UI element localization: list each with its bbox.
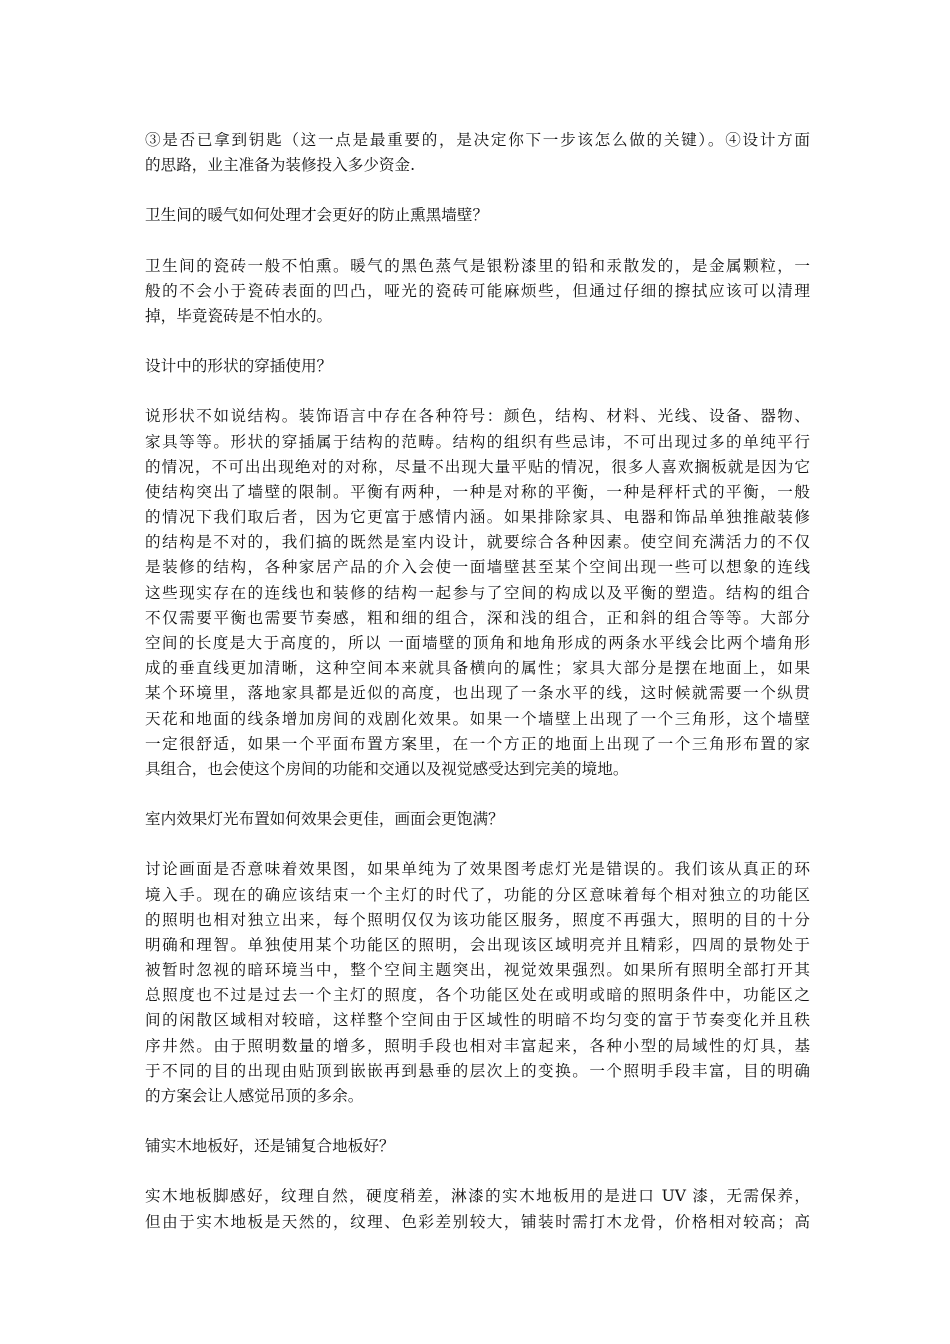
paragraph-structure [145,404,810,782]
text-line: 空间的长度是大于高度的，所以 一面墙壁的顶角和地角形成的两条水平线会比两个墙角形 [145,634,810,652]
text-line: 这些现实存在的连线也和装修的结构一起参与了空间的构成以及平衡的塑造。结构的组合 [145,583,810,602]
text-line: 的方案会让人感觉吊顶的多余。 [145,1087,364,1105]
text-line: 的情况下我们取后者，因为它更富于感情内涵。如果排除家具、电器和饰品单独推敲装修 [145,508,810,527]
text-line: 于不同的目的出现由贴顶到嵌嵌再到悬垂的层次上的变换。一个照明手段丰富，目的明确 [145,1061,810,1080]
text-line: 具组合，也会使这个房间的功能和交通以及视觉感受达到完美的境地。 [145,759,629,778]
text-line: 但由于实木地板是天然的，纹理、色彩差别较大，铺装时需打木龙骨，价格相对较高；高 [145,1212,810,1231]
text-line: 间的闲散区域相对较暗，这样整个空间由于区域性的明暗不均匀变的富于节奏变化并且秩 [145,1011,810,1030]
text-line: 使结构突出了墙壁的限制。平衡有两种，一种是对称的平衡，一种是秤杆式的平衡，一般 [145,482,810,501]
text-line: 被暂时忽视的暗环境当中，整个空间主题突出，视觉效果强烈。如果所有照明全部打开其 [145,961,810,980]
text-line: 掉，毕竟瓷砖是不怕水的。 [145,306,333,325]
text-line: 境入手。现在的确应该结束一个主灯的时代了，功能的分区意味着每个相对独立的功能区 [145,885,810,904]
text-line: 天花和地面的线条增加房间的戏剧化效果。如果一个墙壁上出现了一个三角形，这个墙壁 [145,709,810,728]
text-line: 一定很舒适，如果一个平面布置方案里，在一个方正的地面上出现了一个三角形布置的家 [145,734,810,753]
text-line: 的照明也相对独立出来，每个照明仅仅为该功能区服务，照度不再强大，照明的目的十分 [145,910,810,929]
document-page [145,128,810,1260]
question-heading-lighting [145,807,810,832]
heading-text: 铺实木地板好，还是铺复合地板好？ [145,1137,395,1156]
text-line: 般的不会小于瓷砖表面的凹凸，哑光的瓷砖可能麻烦些，但通过仔细的擦拭应该可以清理 [145,281,810,300]
text-line: 的思路，业主准备为装修投入多少资金. [145,156,416,175]
heading-text: 卫生间的暖气如何处理才会更好的防止熏黑墙壁？ [145,206,489,225]
text-line: 是装修的结构，各种家居产品的介入会使一面墙壁甚至某个空间出现一些可以想象的连线 [145,558,810,577]
text-line: 总照度也不过是过去一个主灯的照度，各个功能区处在或明或暗的照明条件中，功能区之 [145,986,810,1005]
text-line: 家具等等。形状的穿插属于结构的范畴。结构的组织有些忌讳，不可出现过多的单纯平行 [145,432,810,451]
text-line: 的情况，不可出出现绝对的对称，尽量不出现大量平贴的情况，很多人喜欢搁板就是因为它 [145,457,810,476]
text-line: 的结构是不对的，我们搞的既然是室内设计，就要综合各种因素。使空间充满活力的不仅 [145,533,810,552]
text-line: ③是否已拿到钥匙（这一点是最重要的，是决定你下一步该怎么做的关键）。④设计方面 [145,131,810,149]
text-line: 讨论画面是否意味着效果图，如果单纯为了效果图考虑灯光是错误的。我们该从真正的环 [145,860,810,879]
text-line: 卫生间的瓷砖一般不怕熏。暖气的黑色蒸气是银粉漆里的铅和汞散发的，是金属颗粒，一 [145,256,810,275]
text-line: 序井然。由于照明数量的增多，照明手段也相对丰富起来，各种小型的局域性的灯具，基 [145,1036,810,1055]
question-heading-flooring [145,1134,810,1159]
text-line: 不仅需要平衡也需要节奏感，粗和细的组合，深和浅的组合，正和斜的组合等等。大部分 [145,608,810,627]
paragraph-lighting [145,857,810,1109]
heading-text: 设计中的形状的穿插使用？ [145,357,333,376]
text-line: 某个环境里，落地家具都是近似的高度，也出现了一条水平的线，这时候就需要一个纵贯 [145,684,810,703]
text-line: 成的垂直线更加清晰，这种空间本来就具备横向的属性；家具大部分是摆在地面上，如果 [145,659,810,678]
text-line: 说形状不如说结构。装饰语言中存在各种符号：颜色，结构、材料、光线、设备、器物、 [145,407,810,426]
heading-text: 室内效果灯光布置如何效果会更佳，画面会更饱满？ [145,810,504,829]
text-line: 明确和理智。单独使用某个功能区的照明，会出现该区域明亮并且精彩，四周的景物处于 [145,935,810,954]
question-heading-bathroom-heating [145,203,810,228]
paragraph-key-question [145,128,810,178]
text-line: 实木地板脚感好，纹理自然，硬度稍差，淋漆的实木地板用的是进口 UV 漆，无需保养， [145,1187,810,1206]
paragraph-flooring [145,1184,810,1234]
paragraph-bathroom-tiles [145,254,810,330]
question-heading-shapes [145,354,810,379]
